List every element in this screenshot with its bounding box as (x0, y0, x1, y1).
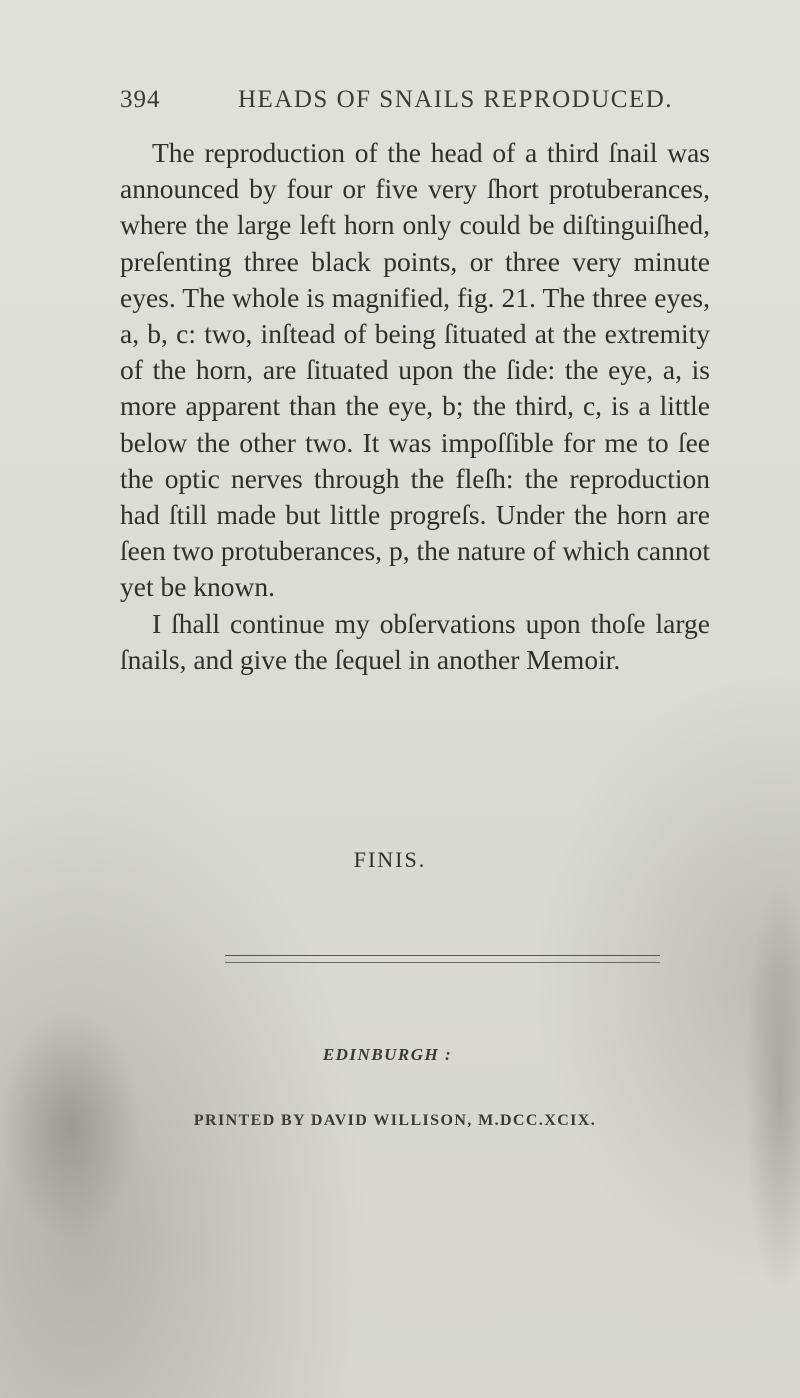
imprint-printer-text: PRINTED BY DAVID WILLISON, M.DCC.XCIX. (193, 1112, 597, 1129)
running-title: HEADS OF SNAILS REPRODUCED. (238, 86, 673, 113)
horizontal-rule (225, 955, 660, 963)
paragraph: The reproduction of the head of a third ſnail was announced by four or five very ſhort protuberances, where the large left horn only could be diſtinguiſhed, preſenting three black points, or three very minute eyes. The whole is magnified, fig. 21. The three eyes, a, b, c: two, inſtead of being ſituated at the extremity of the horn, are ſituated upon the ſide: the eye, a, is more apparent than the eye, b; the third, c, is a little below the other two. It was impoſſible for me to ſee the optic nerves through the fleſh: the reproduction had ſtill made but little progreſs. Under the horn are ſeen two protuberances, p, the nature of which cannot yet be known. (120, 137, 710, 603)
running-header (120, 86, 720, 126)
page-number: 394 (120, 86, 161, 113)
finis-text: FINIS. (353, 847, 427, 872)
imprint-city-text: EDINBURGH : (322, 1045, 453, 1064)
paragraph: I ſhall continue my obſervations upon thoſe large ſnails, and give the ſequel in another Memoir. (120, 607, 710, 675)
imprint-printer (0, 1112, 800, 1130)
page-stain (745, 880, 800, 1300)
body-text (120, 135, 710, 678)
finis-label (0, 847, 800, 873)
imprint-city (0, 1045, 800, 1065)
